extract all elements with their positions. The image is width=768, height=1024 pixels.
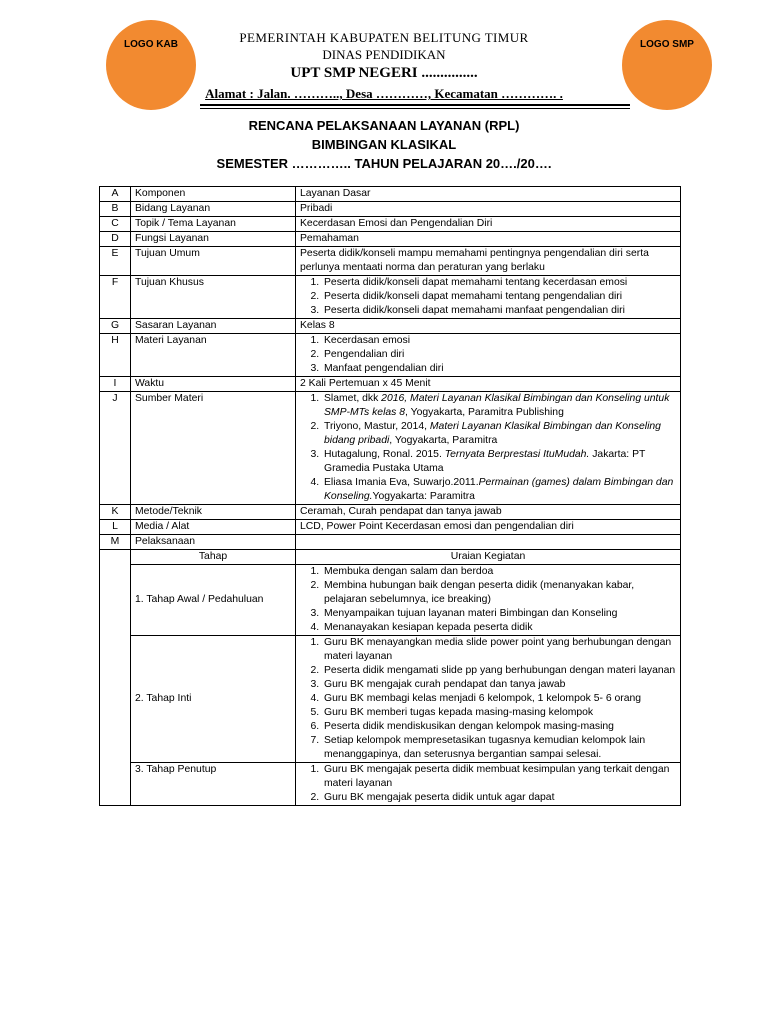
row-key: I xyxy=(100,377,131,392)
row-key: M xyxy=(100,535,131,550)
kop-divider-thin xyxy=(200,108,630,109)
list-item: 3. Peserta didik/konseli dapat memahami manfaat pengendalian diri xyxy=(322,304,676,318)
source-title: Materi Layanan Klasikal Bimbingan dan Konseling bidang pribadi xyxy=(324,421,661,446)
row-value: Kelas 8 xyxy=(296,319,681,334)
list-item: 2. Pengendalian diri xyxy=(322,348,676,362)
source-item xyxy=(322,476,676,504)
stage-penutup xyxy=(100,763,681,806)
stage-inti xyxy=(100,636,681,763)
row-label: Sumber Materi xyxy=(131,392,296,505)
logo-kab-label: LOGO KAB xyxy=(124,39,178,50)
pelaksanaan-header xyxy=(100,550,681,565)
row-value: Ceramah, Curah pendapat dan tanya jawab xyxy=(296,505,681,520)
row-value: LCD, Power Point Kecerdasan emosi dan pengendalian diri xyxy=(296,520,681,535)
stage-activities xyxy=(296,565,681,636)
document-title: RENCANA PELAKSANAAN LAYANAN (RPL) xyxy=(248,118,520,133)
list-item: 1. Guru BK mengajak peserta didik membuat kesimpulan yang terkait dengan materi layanan xyxy=(322,763,676,791)
source-author: Slamet, dkk xyxy=(324,393,382,404)
source-item xyxy=(322,420,676,448)
row-b xyxy=(100,202,681,217)
row-key: B xyxy=(100,202,131,217)
list-item: 1. Kecerdasan emosi xyxy=(322,334,676,348)
row-d xyxy=(100,232,681,247)
activity-list xyxy=(300,763,676,805)
row-label: Media / Alat xyxy=(131,520,296,535)
document-semester: SEMESTER ………….. TAHUN PELAJARAN 20…./20…. xyxy=(216,156,552,171)
source-publisher: , Yogyakarta, Paramitra Publishing xyxy=(405,407,564,418)
list-item: 2. Peserta didik/konseli dapat memahami tentang pengendalian diri xyxy=(322,290,676,304)
logo-smp-label: LOGO SMP xyxy=(640,39,694,50)
row-value: Pribadi xyxy=(296,202,681,217)
row-value: Pemahaman xyxy=(296,232,681,247)
row-label: Pelaksanaan xyxy=(131,535,296,550)
row-label: Materi Layanan xyxy=(131,334,296,377)
stage-name: 3. Tahap Penutup xyxy=(131,763,296,806)
row-label: Bidang Layanan xyxy=(131,202,296,217)
row-a xyxy=(100,187,681,202)
tujuan-khusus-list xyxy=(300,276,676,318)
row-m xyxy=(100,535,681,550)
row-key: H xyxy=(100,334,131,377)
row-label: Fungsi Layanan xyxy=(131,232,296,247)
row-i xyxy=(100,377,681,392)
list-item: 7. Setiap kelompok mempresetasikan tugasnya kemudian kelompok lain menanggapinya, dan seterusnya bergantian sampai selesai. xyxy=(322,734,676,762)
activity-list xyxy=(300,565,676,635)
kop-sekolah: UPT SMP NEGERI ............... xyxy=(290,65,478,81)
kop-dinas: DINAS PENDIDIKAN xyxy=(322,47,446,62)
list-item: 1. Membuka dengan salam dan berdoa xyxy=(322,565,676,579)
row-value: Kecerdasan Emosi dan Pengendalian Diri xyxy=(296,217,681,232)
source-item xyxy=(322,392,676,420)
col-header-uraian: Uraian Kegiatan xyxy=(296,550,681,565)
document-subtitle: BIMBINGAN KLASIKAL xyxy=(311,137,457,152)
list-item: 4. Guru BK membagi kelas menjadi 6 kelompok, 1 kelompok 5- 6 orang xyxy=(322,692,676,706)
activity-list xyxy=(300,636,676,762)
row-key: G xyxy=(100,319,131,334)
row-value: 2 Kali Pertemuan x 45 Menit xyxy=(296,377,681,392)
row-value: Layanan Dasar xyxy=(296,187,681,202)
row-key: J xyxy=(100,392,131,505)
row-value xyxy=(296,535,681,550)
row-key: C xyxy=(100,217,131,232)
row-label: Metode/Teknik xyxy=(131,505,296,520)
list-item: 6. Peserta didik mendiskusikan dengan kelompok masing-masing xyxy=(322,720,676,734)
row-h xyxy=(100,334,681,377)
source-item xyxy=(322,448,676,476)
list-item: 4. Menanayakan kesiapan kepada peserta didik xyxy=(322,621,676,635)
row-l xyxy=(100,520,681,535)
row-label: Tujuan Umum xyxy=(131,247,296,276)
source-title: Permainan (games) dalam Bimbingan dan Konseling. xyxy=(324,477,674,502)
stage-activities xyxy=(296,636,681,763)
materi-list xyxy=(300,334,676,376)
list-item: 1. Guru BK menayangkan media slide power point yang berhubungan dengan materi layanan xyxy=(322,636,676,664)
source-title: Ternyata Berprestasi ItuMudah. xyxy=(444,449,590,460)
source-author: Eliasa Imania Eva, Suwarjo.2011. xyxy=(324,477,479,488)
stage-activities xyxy=(296,763,681,806)
sumber-list xyxy=(300,392,676,504)
row-value xyxy=(296,334,681,377)
source-author: Triyono, Mastur, 2014, xyxy=(324,421,430,432)
list-item: 5. Guru BK memberi tugas kepada masing-masing kelompok xyxy=(322,706,676,720)
row-value xyxy=(296,276,681,319)
stage-awal xyxy=(100,565,681,636)
kop-divider-thick xyxy=(200,104,630,106)
row-value xyxy=(296,392,681,505)
list-item: 2. Peserta didik mengamati slide pp yang berhubungan dengan materi layanan xyxy=(322,664,676,678)
source-title: 2016, Materi Layanan Klasikal Bimbingan dan Konseling untuk SMP-MTs kelas 8 xyxy=(324,393,670,418)
row-label: Tujuan Khusus xyxy=(131,276,296,319)
kop-alamat: Alamat : Jalan. ……….., Desa …………, Kecamatan …………. . xyxy=(205,86,563,101)
row-key: F xyxy=(100,276,131,319)
row-key: L xyxy=(100,520,131,535)
kop-pemerintah: PEMERINTAH KABUPATEN BELITUNG TIMUR xyxy=(239,30,529,45)
row-e xyxy=(100,247,681,276)
stage-name: 2. Tahap Inti xyxy=(131,636,296,763)
source-publisher: Yogyakarta: Paramitra xyxy=(372,491,475,502)
rpl-table xyxy=(99,186,681,806)
row-key-spacer xyxy=(100,550,131,806)
row-j xyxy=(100,392,681,505)
list-item: 3. Menyampaikan tujuan layanan materi Bimbingan dan Konseling xyxy=(322,607,676,621)
list-item: 3. Manfaat pengendalian diri xyxy=(322,362,676,376)
source-author: Hutagalung, Ronal. 2015. xyxy=(324,449,445,460)
source-publisher: Jakarta: PT Gramedia Pustaka Utama xyxy=(324,449,646,474)
row-key: D xyxy=(100,232,131,247)
row-key: A xyxy=(100,187,131,202)
row-label: Komponen xyxy=(131,187,296,202)
row-label: Waktu xyxy=(131,377,296,392)
list-item: 3. Guru BK mengajak curah pendapat dan tanya jawab xyxy=(322,678,676,692)
list-item: 2. Guru BK mengajak peserta didik untuk agar dapat xyxy=(322,791,676,805)
row-key: E xyxy=(100,247,131,276)
row-label: Topik / Tema Layanan xyxy=(131,217,296,232)
row-key: K xyxy=(100,505,131,520)
row-g xyxy=(100,319,681,334)
row-label: Sasaran Layanan xyxy=(131,319,296,334)
col-header-tahap: Tahap xyxy=(131,550,296,565)
row-k xyxy=(100,505,681,520)
stage-name: 1. Tahap Awal / Pedahuluan xyxy=(131,565,296,636)
list-item: 1. Peserta didik/konseli dapat memahami tentang kecerdasan emosi xyxy=(322,276,676,290)
row-value: Peserta didik/konseli mampu memahami pentingnya pengendalian diri serta perlunya mentaati norma dan peraturan yang berlaku xyxy=(296,247,681,276)
row-c xyxy=(100,217,681,232)
row-f xyxy=(100,276,681,319)
list-item: 2. Membina hubungan baik dengan peserta didik (menanyakan kabar, pelajaran sebelumnya, ice breaking) xyxy=(322,579,676,607)
source-publisher: , Yogyakarta, Paramitra xyxy=(389,435,498,446)
